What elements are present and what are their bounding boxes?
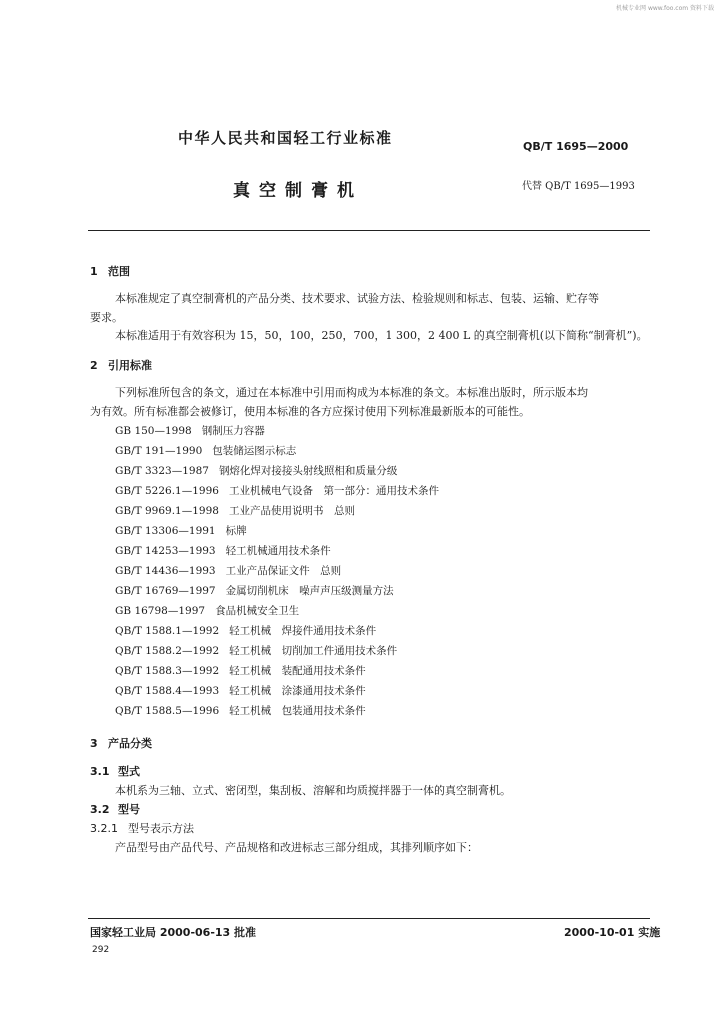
reference-name: 轻工机械 涂漆通用技术条件 [229,685,366,697]
reference-code: QB/T 1588.1—1992 [115,625,220,637]
reference-code: GB/T 14253—1993 [115,545,216,557]
reference-item [115,443,296,458]
document-title: 真空制膏机 [233,181,363,201]
paragraph-line: 下列标准所包含的条文，通过在本标准中引用而构成为本标准的条文。本标准出版时，所示版本均 [115,386,588,399]
reference-name: 包装储运图示标志 [212,445,297,457]
reference-code: GB/T 5226.1—1996 [115,485,219,497]
reference-code: GB/T 16769—1997 [115,585,216,597]
paragraph-line: 本机系为三轴、立式、密闭型，集刮板、溶解和均质搅拌器于一体的真空制膏机。 [115,784,511,797]
reference-name: 轻工机械 装配通用技术条件 [229,665,366,677]
reference-name: 轻工机械通用技术条件 [225,545,331,557]
reference-item [115,703,366,718]
section-title: 型式 [118,765,140,778]
reference-code: GB/T 191—1990 [115,445,203,457]
reference-item [115,623,376,638]
reference-name: 工业机械电气设备 第一部分：通用技术条件 [228,485,439,497]
paragraph-line: 要求。 [90,311,123,324]
section-number: 1 [90,265,98,278]
reference-code: GB/T 13306—1991 [115,525,216,537]
reference-item [115,483,439,498]
replaces-standard: 代替 QB/T 1695—1993 [522,181,635,192]
reference-code: GB 16798—1997 [115,605,206,617]
reference-name: 食品机械安全卫生 [215,605,300,617]
paragraph-line: 产品型号由产品代号、产品规格和改进标志三部分组成，其排列顺序如下： [115,841,478,854]
reference-item [115,683,366,698]
reference-code: QB/T 1588.3—1992 [115,665,220,677]
section-title: 产品分类 [108,737,152,750]
reference-item [115,663,366,678]
reference-name: 钢熔化焊对接接头射线照相和质量分级 [218,465,398,477]
section-3-1-heading [90,763,140,779]
section-3-heading [90,735,152,751]
reference-name: 金属切削机床 噪声声压级测量方法 [225,585,394,597]
reference-name: 钢制压力容器 [201,425,265,437]
header-divider [88,230,650,231]
reference-item [115,423,265,438]
section-number: 3.2 [90,803,110,816]
watermark-text: 机械专业网 www.foo.com 资料下载 [616,5,714,12]
reference-item [115,563,341,578]
reference-item [115,603,299,618]
section-2-heading [90,357,152,373]
organization-title: 中华人民共和国轻工行业标准 [178,129,393,147]
reference-code: GB/T 14436—1993 [115,565,216,577]
section-number: 2 [90,359,98,372]
reference-item [115,643,397,658]
reference-item [115,463,397,478]
footer-divider [88,918,650,919]
reference-name: 工业产品使用说明书 总则 [228,505,355,517]
page-number: 292 [92,945,110,955]
effective-date: 2000-10-01 实施 [564,926,661,939]
paragraph-line: 为有效。所有标准都会被修订，使用本标准的各方应探讨使用下列标准最新版本的可能性。 [90,405,530,418]
section-title: 引用标准 [108,359,152,372]
reference-code: QB/T 1588.5—1996 [115,705,220,717]
section-number: 3.1 [90,765,110,778]
section-3-2-1-heading [90,820,194,836]
paragraph-line: 本标准规定了真空制膏机的产品分类、技术要求、试验方法、检验规则和标志、包装、运输、贮存等 [115,292,599,305]
reference-item [115,583,394,598]
section-1-heading [90,263,130,279]
reference-name: 工业产品保证文件 总则 [225,565,342,577]
section-number: 3 [90,737,98,750]
reference-code: QB/T 1588.4—1993 [115,685,220,697]
reference-name: 标牌 [225,525,247,537]
reference-code: GB/T 3323—1987 [115,465,209,477]
reference-code: GB 150—1998 [115,425,192,437]
reference-name: 轻工机械 焊接件通用技术条件 [229,625,377,637]
section-title: 型号 [118,803,140,816]
section-number: 3.2.1 [90,822,118,835]
reference-name: 轻工机械 切削加工件通用技术条件 [229,645,398,657]
section-title: 型号表示方法 [128,822,194,835]
reference-item [115,523,247,538]
standard-code: QB/T 1695—2000 [523,140,629,153]
reference-item [115,503,355,518]
reference-item [115,543,331,558]
paragraph-line: 本标准适用于有效容积为 15，50，100，250，700，1 300，2 400 L 的真空制膏机(以下简称“制膏机”)。 [115,329,648,342]
section-title: 范围 [108,265,130,278]
reference-name: 轻工机械 包装通用技术条件 [229,705,366,717]
reference-code: QB/T 1588.2—1992 [115,645,220,657]
section-3-2-heading [90,801,140,817]
reference-code: GB/T 9969.1—1998 [115,505,219,517]
approval-info: 国家轻工业局 2000-06-13 批准 [90,926,257,939]
